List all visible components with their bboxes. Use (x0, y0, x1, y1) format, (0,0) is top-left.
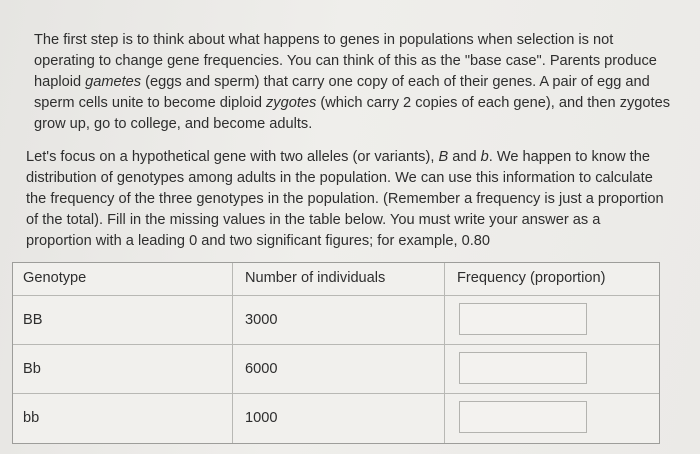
genotype-value: bb (23, 410, 40, 426)
table-row (13, 296, 659, 345)
count-cell (233, 296, 445, 344)
table-header-row (13, 263, 659, 296)
count-cell (233, 394, 445, 443)
table-row (13, 345, 659, 394)
intro-paragraph (34, 30, 674, 135)
header-frequency (445, 263, 659, 295)
term-zygotes: zygotes (266, 95, 317, 111)
intro-line-3-post: (eggs and sperm) that carry one copy of each of their genes. A pair of egg and (141, 74, 650, 90)
genotype-value: Bb (23, 361, 41, 377)
intro-line-5: grow up, go to college, and become adults. (34, 116, 313, 132)
allele-b: b (480, 149, 489, 165)
instr-line-1 (26, 147, 676, 168)
intro-line-2: operating to change gene frequencies. You can think of this as the "base case". Parents produce (34, 53, 657, 69)
intro-line-4-post: (which carry 2 copies of each gene), and then zygotes (316, 95, 670, 111)
header-frequency-label: Frequency (proportion) (457, 270, 606, 286)
frequency-input-bb[interactable] (459, 401, 587, 433)
instr-line-5: proportion with a leading 0 and two significant figures; for example, 0.80 (26, 233, 491, 249)
term-gametes: gametes (85, 74, 142, 90)
frequency-input-BB[interactable] (459, 303, 587, 335)
table-row (13, 394, 659, 443)
header-count-label: Number of individuals (245, 270, 386, 286)
frequency-cell (445, 345, 659, 393)
frequency-cell (445, 296, 659, 344)
instr-line-1-post: . We happen to know the (488, 149, 650, 165)
genotype-cell (13, 394, 233, 443)
instr-line-3: the frequency of the three genotypes in the population. (Remember a frequency is just a proportion (26, 191, 664, 207)
instructions-paragraph (26, 147, 676, 252)
intro-line-3-pre: haploid (34, 74, 86, 90)
count-cell (233, 345, 445, 393)
frequency-input-Bb[interactable] (459, 352, 587, 384)
header-genotype (13, 263, 233, 295)
genotype-table (12, 262, 660, 444)
header-count (233, 263, 445, 295)
instr-line-4: of the total). Fill in the missing values in the table below. You must write your answer as a (26, 212, 601, 228)
genotype-value: BB (23, 312, 43, 328)
frequency-cell (445, 394, 659, 443)
count-value: 3000 (245, 312, 278, 328)
genotype-cell (13, 345, 233, 393)
header-genotype-label: Genotype (23, 270, 87, 286)
count-value: 6000 (245, 361, 278, 377)
instr-line-1-pre: Let's focus on a hypothetical gene with two alleles (or variants), (26, 149, 439, 165)
intro-line-4-pre: sperm cells unite to become diploid (34, 95, 266, 111)
intro-line-1: The first step is to think about what happens to genes in populations when selection is not (34, 32, 614, 48)
instr-line-1-mid: and (448, 149, 481, 165)
instr-line-2: distribution of genotypes among adults in the population. We can use this information to calculate (26, 170, 653, 186)
count-value: 1000 (245, 410, 278, 426)
allele-B: B (438, 149, 449, 165)
intro-line-4 (34, 93, 674, 114)
intro-line-3 (34, 72, 674, 93)
genotype-cell (13, 296, 233, 344)
